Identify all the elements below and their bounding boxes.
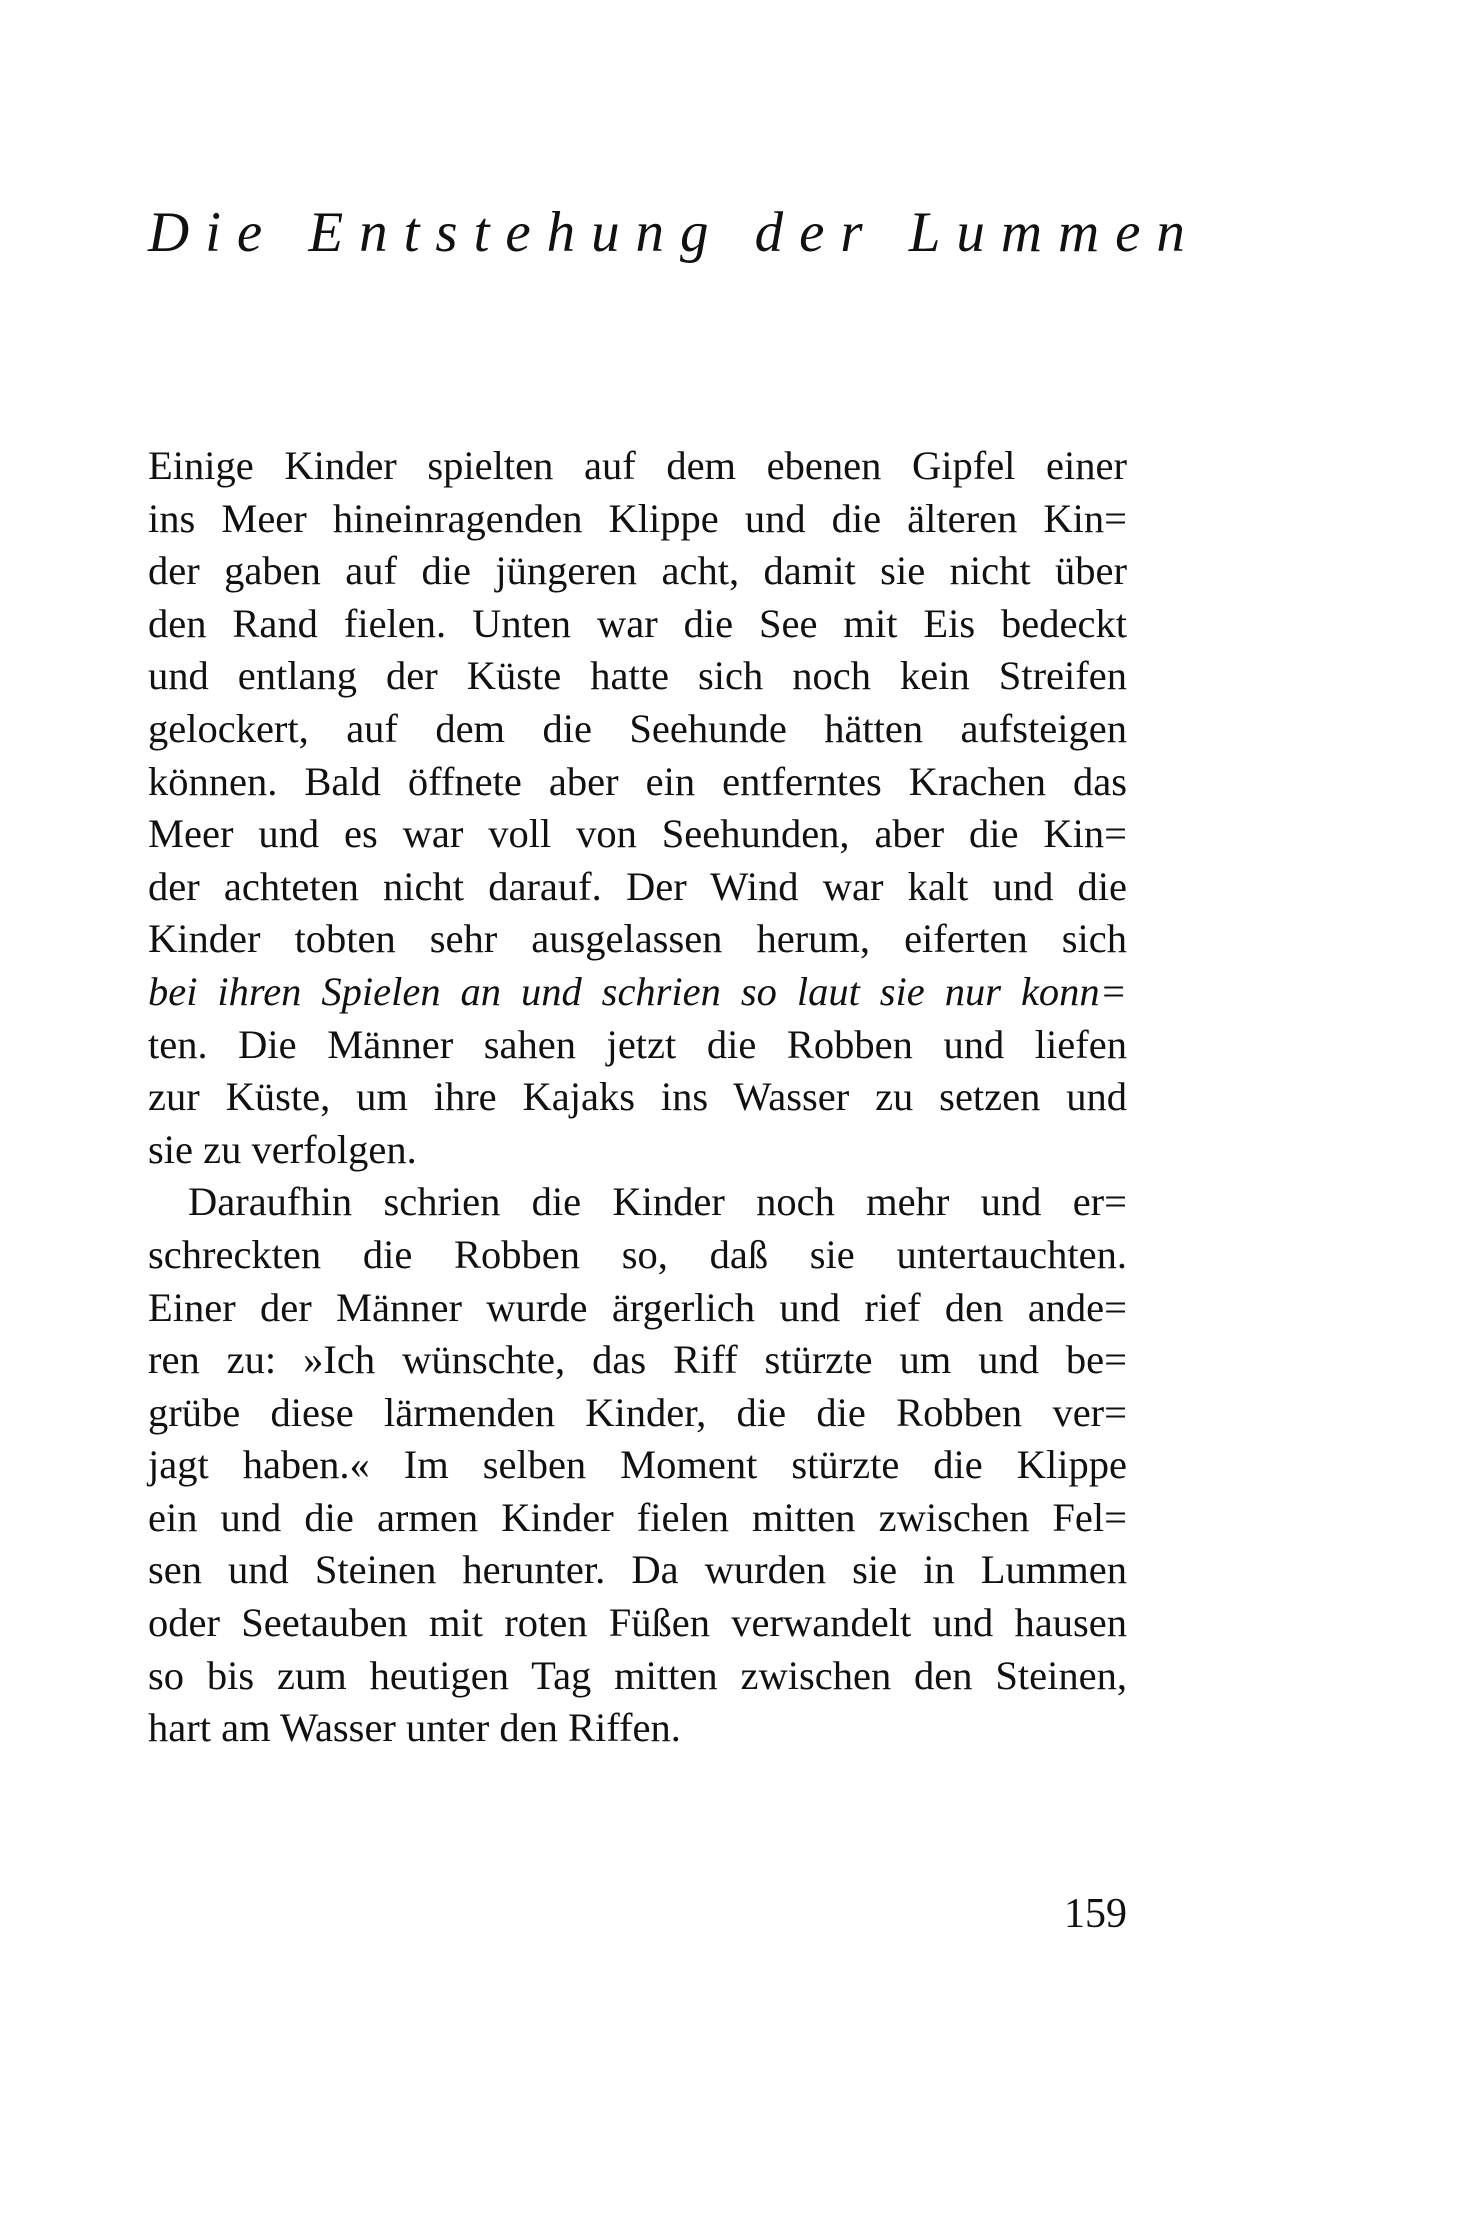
- page-number: 159: [1064, 1891, 1127, 1937]
- text-line: Einige Kinder spielten auf dem ebenen Gipfel einer: [148, 443, 1127, 488]
- text-line: grübe diese lärmenden Kinder, die die Robben ver=: [148, 1389, 1127, 1435]
- text-line: sie zu verfolgen.: [148, 1126, 417, 1172]
- text-line: Meer und es war voll von Seehunden, aber die Kin=: [148, 811, 1127, 857]
- text-line: Einer der Männer wurde ärgerlich und rief den ande=: [148, 1284, 1127, 1330]
- text-line: den Rand fielen. Unten war die See mit Eis bedeckt: [148, 600, 1127, 646]
- text-line: schreckten die Robben so, daß sie untertauchten.: [148, 1231, 1127, 1277]
- text-line: so bis zum heutigen Tag mitten zwischen den Steinen,: [148, 1652, 1127, 1698]
- text-line: sen und Steinen herunter. Da wurden sie in Lummen: [148, 1547, 1127, 1593]
- chapter-title: Die Entstehung der Lummen: [148, 201, 1201, 264]
- text-line: der gaben auf die jüngeren acht, damit sie nicht über: [148, 548, 1127, 594]
- text-line: der achteten nicht darauf. Der Wind war kalt und die: [148, 863, 1127, 909]
- text-line: ren zu: »Ich wünschte, das Riff stürzte um und be=: [148, 1337, 1127, 1383]
- text-line: jagt haben.« Im selben Moment stürzte die Klippe: [148, 1442, 1127, 1488]
- paragraph-1: [148, 440, 1127, 1176]
- text-line: Kinder tobten sehr ausgelassen herum, eiferten sich: [148, 916, 1127, 962]
- text-line: können. Bald öffnete aber ein entferntes Krachen das: [148, 758, 1127, 804]
- text-line: ein und die armen Kinder fielen mitten zwischen Fel=: [148, 1494, 1127, 1540]
- body-text: [148, 440, 1127, 1755]
- text-line: ten. Die Männer sahen jetzt die Robben und liefen: [148, 1021, 1127, 1067]
- text-line: ins Meer hineinragenden Klippe und die älteren Kin=: [148, 495, 1127, 541]
- text-line: hart am Wasser unter den Riffen.: [148, 1705, 681, 1751]
- text-line-italic: bei ihren Spielen an und schrien so laut sie nur konn=: [148, 968, 1127, 1014]
- text-line: und entlang der Küste hatte sich noch kein Streifen: [148, 653, 1127, 699]
- text-line: zur Küste, um ihre Kajaks ins Wasser zu setzen und: [148, 1074, 1127, 1120]
- paragraph-2: [148, 1176, 1127, 1755]
- text-line: Daraufhin schrien die Kinder noch mehr und er=: [188, 1179, 1127, 1225]
- text-line: gelockert, auf dem die Seehunde hätten aufsteigen: [148, 705, 1127, 751]
- text-line: oder Seetauben mit roten Füßen verwandelt und hausen: [148, 1600, 1127, 1646]
